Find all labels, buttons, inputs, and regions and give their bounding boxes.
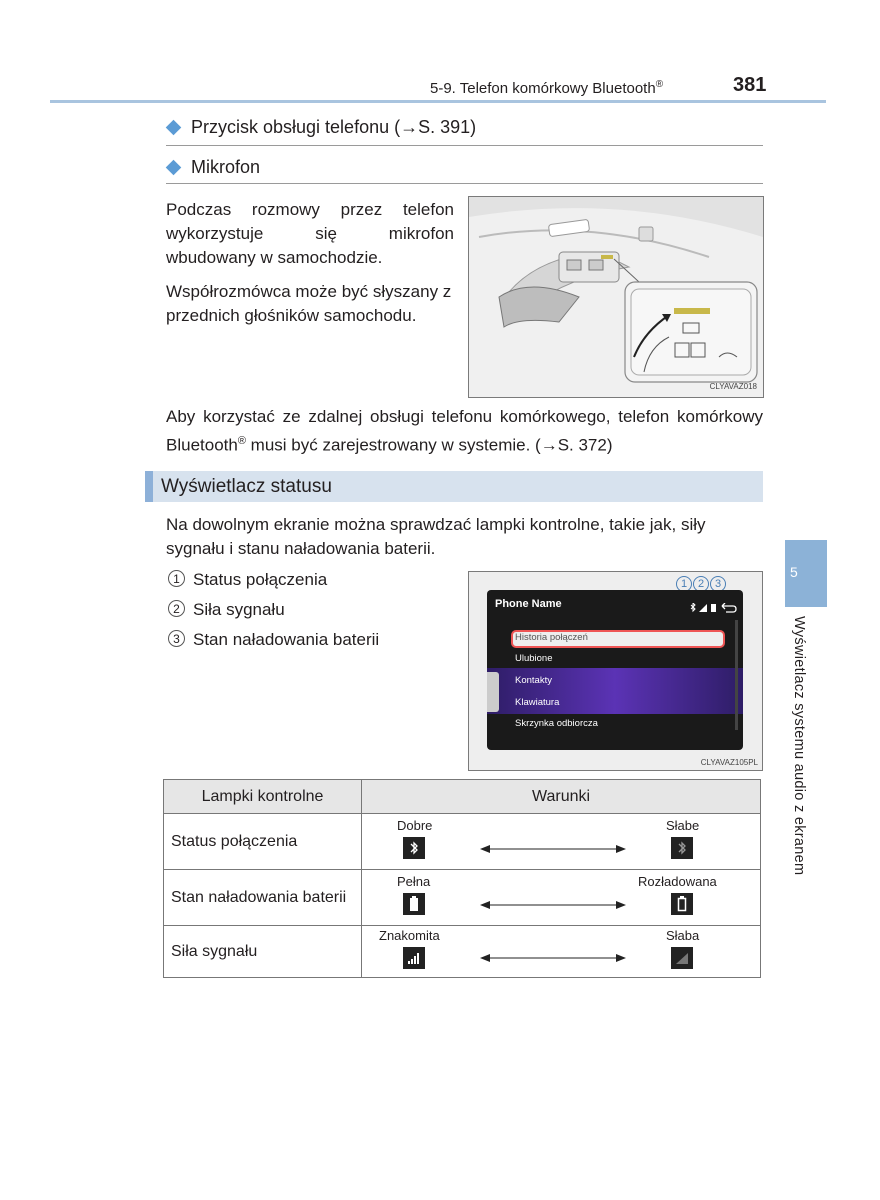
row-name: Stan naładowania baterii [164,870,362,926]
range-arrow [480,953,626,963]
row-conditions [362,926,761,978]
table-header-indicators: Lampki kontrolne [164,780,362,814]
row-name: Siła sygnału [164,926,362,978]
status-icons [689,600,739,610]
row-name: Status połączenia [164,814,362,870]
diamond-bullet-icon [166,120,182,136]
car-ceiling-illustration [469,197,763,397]
chapter-side-text: Wyświetlacz systemu audio z ekranem [791,616,807,876]
condition-right-label: Rozładowana [638,874,717,889]
image-code: CLYAVAZ105PL [700,758,758,767]
table-row [164,814,761,870]
phone-name-title: Phone Name [495,598,562,610]
legend-item-signal: 2 Siła sygnału [168,600,285,620]
divider [166,183,763,184]
callout-1: 1 [676,576,692,592]
row-conditions [362,870,761,926]
mic-paragraph-2: Współrozmówca może być słyszany z przednich głośników samochodu. [166,282,452,325]
diamond-bullet-icon [166,160,182,176]
condition-right-label: Słabe [666,818,700,833]
page-number: 381 [733,74,767,96]
circled-number-3: 3 [168,630,185,647]
table-header-conditions: Warunki [362,780,761,814]
row-conditions [362,814,761,870]
side-pull-tab[interactable] [487,672,499,712]
menu-item-history[interactable]: Historia połączeń [515,632,588,643]
menu-item-contacts[interactable]: Kontakty [515,675,552,686]
legend-item-connection: 1 Status połączenia [168,570,327,590]
callout-3: 3 [710,576,726,592]
circled-number-1: 1 [168,570,185,587]
bluetooth-weak-icon [671,837,693,859]
condition-left-label: Dobre [397,818,433,833]
range-arrow [480,900,626,910]
table-row [164,926,761,978]
section-heading: Wyświetlacz statusu [145,471,763,502]
indicator-table [163,779,761,978]
back-icon [722,603,736,612]
scrollbar[interactable] [735,620,738,730]
phone-screen-figure [468,571,763,771]
table-row [164,870,761,926]
image-code: CLYAVAZ018 [709,382,757,391]
divider [166,145,763,146]
bluetooth-good-icon [403,837,425,859]
microphone-location-photo [468,196,764,398]
bullet-heading-phone-button: Przycisk obsługi telefonu (→S. 391) [166,117,476,138]
circled-number-2: 2 [168,600,185,617]
header-rule [50,100,826,103]
running-header: 5-9. Telefon komórkowy Bluetooth® [430,79,664,97]
menu-item-inbox[interactable]: Skrzynka odbiorcza [515,718,598,729]
status-paragraph: Na dowolnym ekranie można sprawdzać lampki kontrolne, takie jak, siły sygnału i stanu naładowania baterii. [166,515,706,558]
bullet-heading-microphone: Mikrofon [166,157,260,178]
condition-left-label: Znakomita [379,928,440,943]
condition-right-label: Słaba [666,928,700,943]
remote-control-paragraph: Aby korzystać ze zdalnej obsługi telefonu komórkowego, telefon komórkowy Bluetooth® musi być zarejestrowany w systemie. (→S. 372) [166,407,763,455]
battery-status-icon [711,604,716,612]
menu-item-keypad[interactable]: Klawiatura [515,697,560,708]
callout-2: 2 [693,576,709,592]
battery-empty-icon [671,893,693,915]
phone-screen [487,590,743,750]
chapter-tab: 5 [785,540,827,607]
range-arrow [480,844,626,854]
signal-weak-icon [671,947,693,969]
table-header-row [164,780,761,814]
condition-left-label: Pełna [397,874,431,889]
bluetooth-status-icon [691,603,695,611]
mic-paragraph-1: Podczas rozmowy przez telefon wykorzystuje się mikrofon wbudowany w samochodzie. [166,200,454,267]
signal-excellent-icon [403,947,425,969]
signal-status-icon [699,604,707,612]
legend-item-battery: 3 Stan naładowania baterii [168,630,379,650]
menu-item-favorites[interactable]: Ulubione [515,653,553,664]
battery-full-icon [403,893,425,915]
